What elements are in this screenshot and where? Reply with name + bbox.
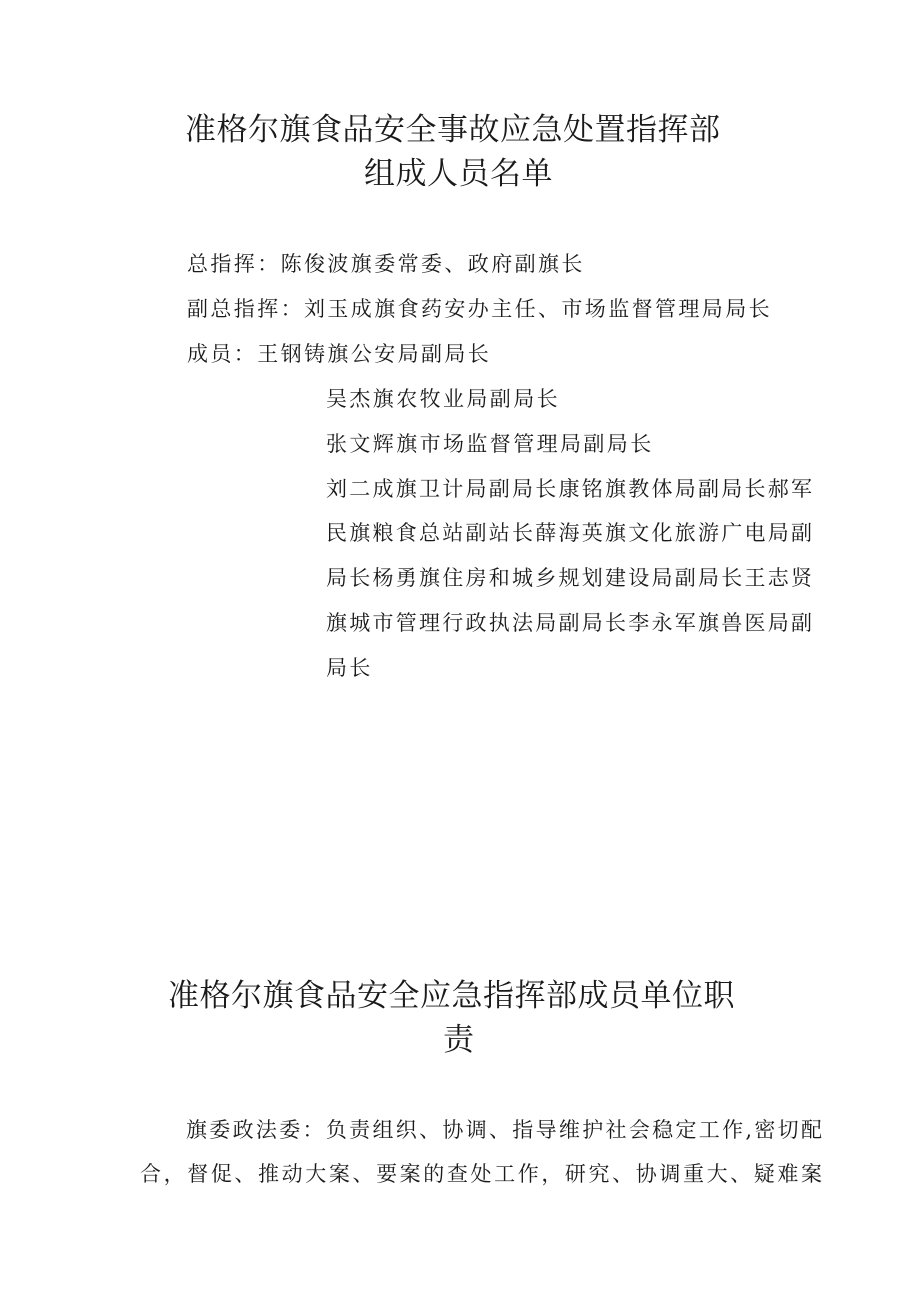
section1-title-line1: 准格尔旗食品安全事故应急处置指挥部 [185, 112, 721, 148]
section1-title-line2: 组成人员名单 [364, 156, 553, 192]
member-line: 民旗粮食总站副站长薛海英旗文化旅游广电局副 [326, 521, 812, 545]
duty-paragraph-line2: 合，督促、推动大案、要案的查处工作，研究、协调重大、疑难案 [140, 1162, 822, 1186]
member-line: 吴杰旗农牧业局副局长 [326, 387, 560, 411]
member-line: 刘二成旗卫计局副局长康铭旗教体局副局长郝军 [326, 477, 812, 501]
member-line: 局长杨勇旗住房和城乡规划建设局副局长王志贤 [326, 566, 812, 590]
duty-paragraph-line1: 旗委政法委：负责组织、协调、指导维护社会稳定工作,密切配 [186, 1118, 822, 1142]
chief-commander-line: 总指挥：陈俊波旗委常委、政府副旗长 [187, 252, 585, 276]
member-line: 旗城市管理行政执法局副局长李永军旗兽医局副 [326, 611, 812, 635]
member-line: 局长 [326, 656, 373, 680]
members-label-line: 成员：王钢铸旗公安局副局长 [187, 342, 492, 366]
section2-title-line2: 责 [443, 1022, 475, 1058]
section2-title-line1: 准格尔旗食品安全应急指挥部成员单位职 [168, 978, 735, 1014]
deputy-commander-line: 副总指挥：刘玉成旗食药安办主任、市场监督管理局局长 [187, 297, 772, 321]
member-line: 张文辉旗市场监督管理局副局长 [326, 432, 654, 456]
